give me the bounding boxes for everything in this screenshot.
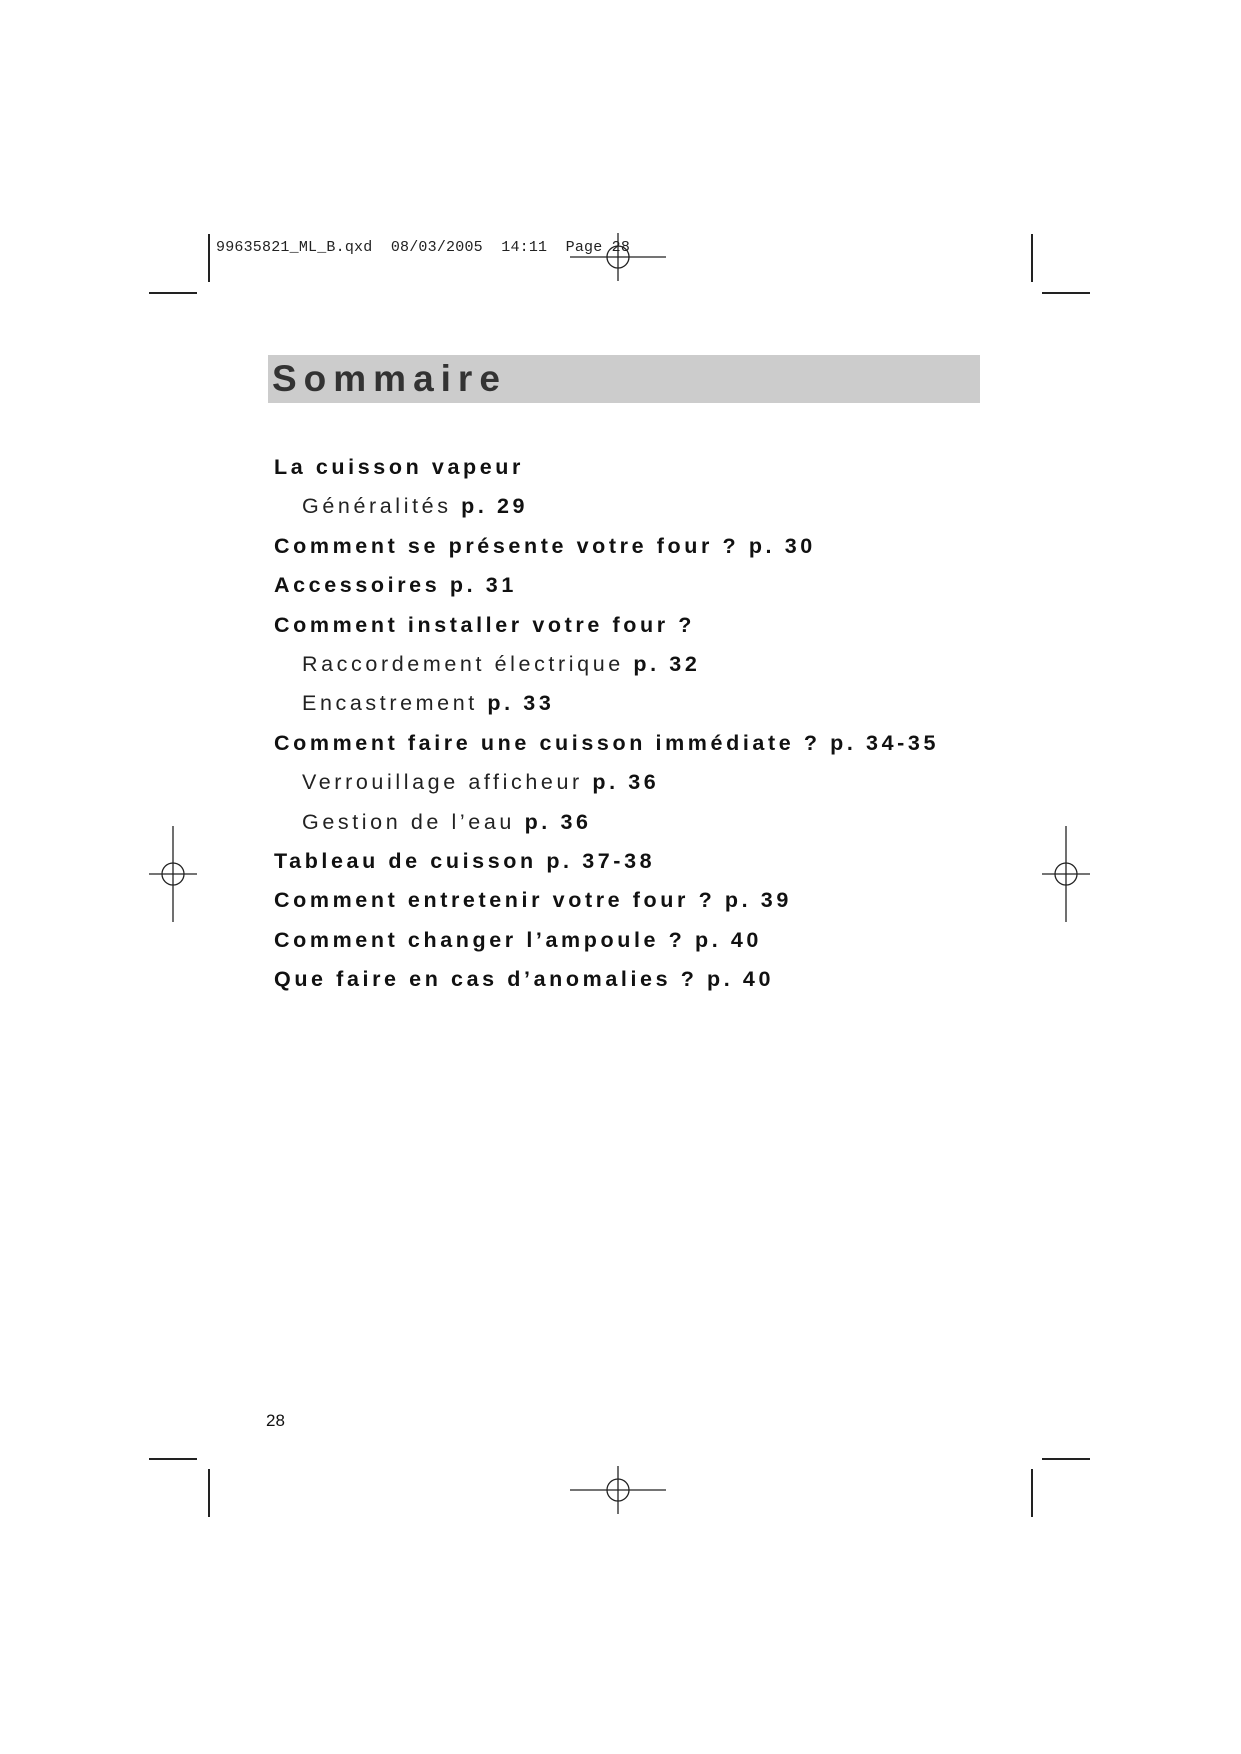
toc-entry-label: Comment entretenir votre four ? — [274, 888, 716, 913]
toc-entry — [274, 960, 1034, 999]
toc-page-ref: p. 30 — [748, 533, 816, 558]
toc-entry — [274, 881, 1034, 920]
toc-entry — [274, 566, 1034, 605]
toc-entry-label: Encastrement — [302, 691, 478, 716]
toc-subentry — [274, 487, 1034, 526]
toc-page-ref: p. 34-35 — [830, 730, 940, 755]
toc-entry-label: Tableau de cuisson — [274, 848, 537, 873]
toc-subentry — [274, 763, 1034, 802]
crop-mark-top-left-vertical — [208, 234, 210, 282]
crop-mark-bottom-left-vertical — [208, 1469, 210, 1517]
toc-page-ref: p. 40 — [694, 927, 762, 952]
crop-mark-bottom-left-horizontal — [149, 1458, 197, 1460]
toc-entry-label: Gestion de l’eau — [302, 809, 515, 834]
toc-entry — [274, 842, 1034, 881]
table-of-contents — [274, 448, 1034, 999]
toc-entry-label: Comment se présente votre four ? — [274, 533, 740, 558]
crop-mark-top-right-vertical — [1031, 234, 1033, 282]
toc-entry-label: Comment changer l’ampoule ? — [274, 927, 686, 952]
toc-entry-label: Comment faire une cuisson immédiate ? — [274, 730, 821, 755]
crop-mark-top-left-horizontal — [149, 292, 197, 294]
registration-mark-bottom — [570, 1466, 666, 1514]
toc-page-ref: p. 33 — [487, 691, 555, 716]
print-slug-line: 99635821_ML_B.qxd 08/03/2005 14:11 Page 28 — [216, 239, 631, 256]
crop-mark-top-right-horizontal — [1042, 292, 1090, 294]
toc-page-ref: p. 31 — [449, 573, 517, 598]
toc-page-ref: p. 36 — [592, 770, 660, 795]
toc-subentry — [274, 803, 1034, 842]
toc-entry-label: La cuisson vapeur — [274, 455, 524, 479]
toc-page-ref: p. 39 — [724, 888, 792, 913]
toc-entry-label: Généralités — [302, 494, 452, 519]
registration-mark-top — [570, 233, 666, 281]
toc-entry — [274, 448, 1034, 487]
toc-entry-label: Raccordement électrique — [302, 651, 624, 676]
toc-entry-label: Comment installer votre four ? — [274, 612, 695, 637]
registration-mark-right — [1042, 826, 1090, 922]
toc-subentry — [274, 645, 1034, 684]
toc-entry — [274, 724, 1034, 763]
toc-entry-label: Verrouillage afficheur — [302, 770, 583, 795]
page-title: Sommaire — [272, 358, 507, 399]
toc-page-ref: p. 32 — [633, 651, 701, 676]
toc-page-ref: p. 37-38 — [546, 848, 656, 873]
registration-mark-left — [149, 826, 197, 922]
toc-entry — [274, 606, 1034, 645]
toc-entry — [274, 921, 1034, 960]
page-number: 28 — [266, 1411, 285, 1430]
toc-entry — [274, 527, 1034, 566]
toc-subentry — [274, 684, 1034, 723]
toc-page-ref: p. 36 — [524, 809, 592, 834]
crop-mark-bottom-right-horizontal — [1042, 1458, 1090, 1460]
crop-mark-bottom-right-vertical — [1031, 1469, 1033, 1517]
toc-entry-label: Accessoires — [274, 573, 441, 598]
toc-page-ref: p. 40 — [707, 967, 775, 992]
toc-entry-label: Que faire en cas d’anomalies ? — [274, 967, 698, 992]
toc-page-ref: p. 29 — [461, 494, 529, 519]
